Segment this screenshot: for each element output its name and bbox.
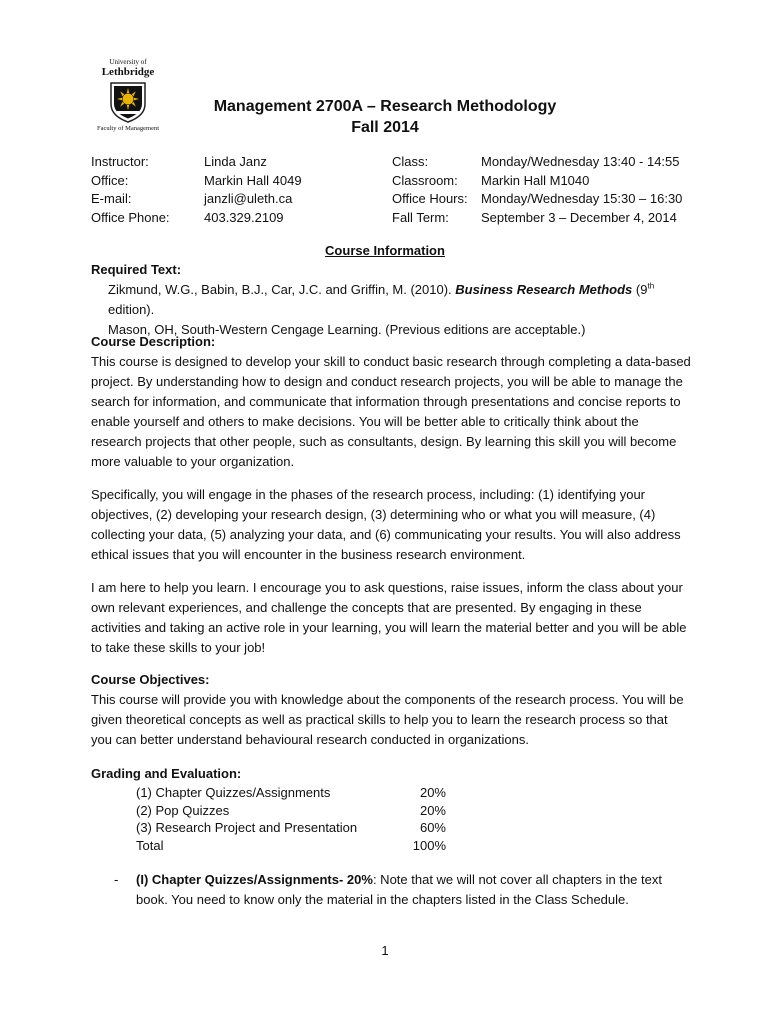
grading-row [136,802,446,820]
info-row [91,190,302,209]
bullet-marker: - [114,872,119,887]
grading-label: (1) Chapter Quizzes/Assignments [136,785,331,800]
info-row [392,153,682,172]
info-row [392,172,682,191]
quizzes-bullet [136,870,696,910]
info-row [392,190,682,209]
term-title: Fall 2014 [351,119,419,136]
course-description-heading: Course Description: [91,334,216,349]
info-label: E-mail: [91,191,132,206]
course-description-section [91,332,691,472]
reference-authors: Zikmund, W.G., Babin, B.J., Car, J.C. and Griffin, M. (2010). [108,282,456,297]
grading-label: (2) Pop Quizzes [136,802,230,818]
grading-value: 20% [419,785,446,800]
info-value: Markin Hall M1040 [481,172,590,188]
grading-section [91,764,691,784]
reference-edition-sup: th [647,281,655,291]
logo-university-name: Lethbridge [101,66,155,78]
info-label: Office Phone: [91,209,170,225]
info-value: September 3 – December 4, 2014 [481,209,677,225]
contact-info-right [392,153,682,227]
info-row [91,209,302,228]
reference-edition-pre: (9 [632,282,648,297]
quizzes-bullet-title: (I) Chapter Quizzes/Assignments- 20% [136,872,373,887]
required-text-reference [108,280,698,340]
info-label: Class: [392,154,429,169]
grading-heading: Grading and Evaluation: [91,766,242,781]
grading-total-label: Total [136,837,164,853]
logo-faculty-name: Faculty of Management [96,125,160,132]
course-information-heading: Course Information [325,243,445,258]
info-label: Office: [91,172,129,188]
grading-value: 60% [419,820,446,835]
info-value: Monday/Wednesday 15:30 – 16:30 [481,191,683,206]
description-paragraph: Specifically, you will engage in the phases of the research process, including: (1) identifying your objectives, (2) developing your research design, (3) determining who or what you will measure, (4) collecting your data, (5) analyzing your data, and (6) communicating your results. You will also address ethical issues that you will encounter in the business research environment. [91,487,681,562]
info-value: Linda Janz [204,154,267,169]
info-row [91,172,302,191]
grading-total-row [136,837,446,855]
grading-total-value: 100% [412,837,446,853]
info-row [91,153,302,172]
info-value: Markin Hall 4049 [204,172,302,188]
grading-table [136,784,446,854]
email-value: janzli@uleth.ca [204,191,293,206]
course-title: Management 2700A – Research Methodology [213,98,557,115]
description-paragraph: This course is designed to develop your skill to conduct basic research through completing a data-based project. By understanding how to design and conduct research projects, you will be able to manage the search for information, and communicate that information through presentations and concise reports to enable yourself and others to make decisions. You will be better able to critically think about the research projects that other people, such as consultants, design. By learning this skill you will become more valuable to your organization. [91,354,691,469]
description-paragraph-block [91,485,691,565]
grading-row [136,784,446,802]
contact-info-left [91,153,302,227]
info-label: Instructor: [91,154,149,169]
description-paragraph: I am here to help you learn. I encourage you to ask questions, raise issues, inform the class about your own relevant experiences, and challenge the concepts that are presented. By engaging in these activities and taking an active role in your learning, you will learn the material better and you will be able to take these skills to your job! [91,580,687,655]
required-text-heading: Required Text: [91,262,182,277]
grading-value: 20% [419,802,446,818]
reference-publisher: Mason, OH, South-Western Cengage Learning. (Previous editions are acceptable.) [108,322,586,337]
page-number: 1 [381,943,389,958]
info-label: Classroom: [392,172,458,188]
grading-row [136,819,446,837]
info-label: Fall Term: [392,209,449,225]
course-objectives-heading: Course Objectives: [91,672,210,687]
course-objectives-section [91,670,691,750]
reference-book-title: Business Research Methods [455,282,633,297]
description-paragraph-block [91,578,691,658]
objectives-paragraph: This course will provide you with knowledge about the components of the research process. You will be given theoretical concepts as well as practical skills to help you to learn the research process so that you can better understand behavioural research conducted in organizations. [91,692,684,747]
info-label: Office Hours: [392,191,468,206]
info-value: Monday/Wednesday 13:40 - 14:55 [481,154,680,169]
grading-label: (3) Research Project and Presentation [136,820,358,835]
document-title [0,96,770,138]
quizzes-bullet-text: : Note that we will not cover all chapters in the text book. You need to know only the material in the chapters listed in the Class Schedule. [136,872,662,907]
logo-university-of: University of [109,58,147,66]
info-value: 403.329.2109 [204,209,284,225]
info-row [392,209,682,228]
required-text-section [91,260,691,280]
reference-edition-post: edition). [108,302,155,317]
